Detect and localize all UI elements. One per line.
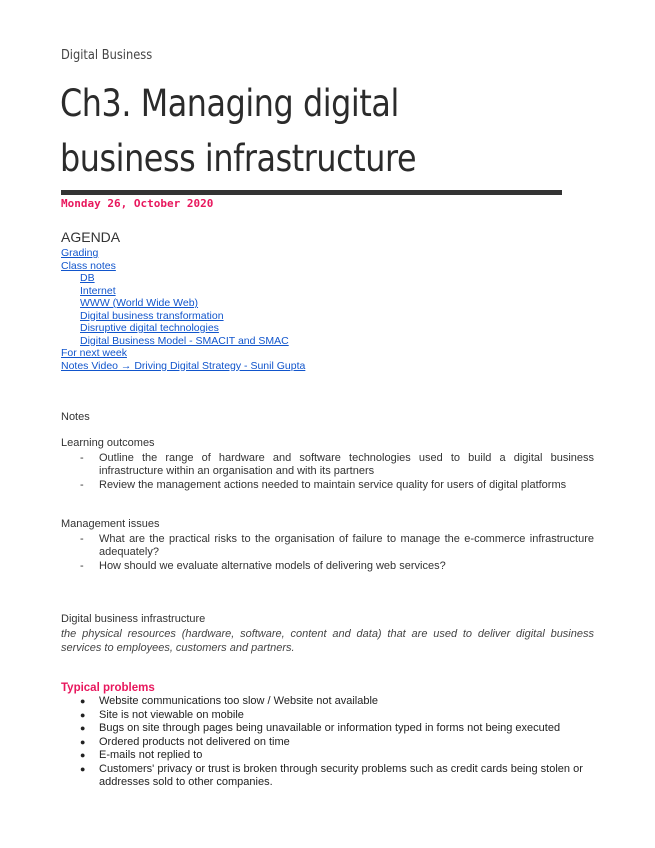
list-item [80,763,595,790]
notes-heading: Notes [61,411,90,423]
list-item-text: What are the practical risks to the organisation of failure to manage the e-commerce infrastructure adequately? [99,533,594,558]
dash-marker: - [80,452,84,464]
agenda-link-business-model[interactable]: Digital Business Model - SMACIT and SMAC [80,334,289,347]
agenda-item [61,335,305,348]
bullet-marker: ● [80,709,86,720]
title-divider [61,190,562,195]
agenda-link-grading[interactable]: Grading [61,247,99,259]
agenda-item [61,360,305,373]
management-issues-heading: Management issues [61,518,160,530]
list-item [80,533,594,559]
agenda-link-db[interactable]: DB [80,272,95,284]
infrastructure-definition: the physical resources (hardware, software, content and data) that are used to deliver digital business services to employees, customers and partners. [61,628,594,654]
management-issues-list [80,533,594,574]
agenda-link-next-week[interactable]: For next week [61,347,127,359]
agenda-link-disruptive-tech[interactable]: Disruptive digital technologies [80,322,219,334]
agenda-item [61,272,305,285]
list-item [80,736,595,750]
agenda-link-www[interactable]: WWW (World Wide Web) [80,297,199,309]
list-item [80,709,595,723]
list-item-text: Review the management actions needed to maintain service quality for users of digital platforms [99,479,567,491]
agenda-item [61,260,305,273]
infrastructure-heading: Digital business infrastructure [61,613,206,625]
bullet-marker: ● [80,696,86,706]
agenda-heading: AGENDA [61,229,121,245]
agenda-item [61,322,305,335]
list-item-text: Website communications too slow / Website not available [99,695,379,707]
agenda-item [61,347,305,360]
list-item-text: Outline the range of hardware and software technologies used to build a digital business infrastructure within an organisation and with its partners [99,452,594,477]
typical-problems-list [80,695,595,790]
list-item-text: Site is not viewable on mobile [99,708,244,721]
agenda-item [61,297,305,310]
dash-marker: - [80,560,84,572]
dash-marker: - [80,533,84,545]
learning-outcomes-list [80,452,594,493]
document-subtitle: Digital Business [61,48,153,63]
agenda-item [61,285,305,298]
agenda-list [61,247,305,372]
bullet-marker: ● [80,750,86,760]
agenda-item [61,247,305,260]
list-item-text: How should we evaluate alternative models of delivering web services? [99,560,446,572]
bullet-marker: ● [80,763,86,774]
list-item-text: Ordered products not delivered on time [99,735,290,748]
learning-outcomes-heading: Learning outcomes [61,437,155,449]
page-title: Ch3. Managing digital business infrastructure [60,82,417,180]
agenda-item [61,310,305,323]
list-item [80,695,595,709]
list-item-text: Customers' privacy or trust is broken through security problems such as credit cards being stolen or addresses sold to other companies. [99,762,583,788]
list-item-text: Bugs on site through pages being unavailable or information typed in forms not being executed [99,722,561,734]
agenda-link-digital-transformation[interactable]: Digital business transformation [80,309,224,322]
dash-marker: - [80,479,84,491]
list-item [80,479,594,492]
agenda-link-class-notes[interactable]: Class notes [61,259,116,272]
bullet-marker: ● [80,736,86,747]
list-item [80,452,594,478]
agenda-link-internet[interactable]: Internet [80,284,116,297]
document-date: Monday 26, October 2020 [61,197,214,210]
agenda-link-notes-video[interactable]: Notes Video → Driving Digital Strategy - Sunil Gupta [61,359,306,372]
typical-problems-heading: Typical problems [61,682,155,694]
list-item-text: E-mails not replied to [99,749,203,761]
list-item [80,560,594,573]
list-item [80,722,595,736]
bullet-marker: ● [80,723,86,733]
list-item [80,749,595,763]
